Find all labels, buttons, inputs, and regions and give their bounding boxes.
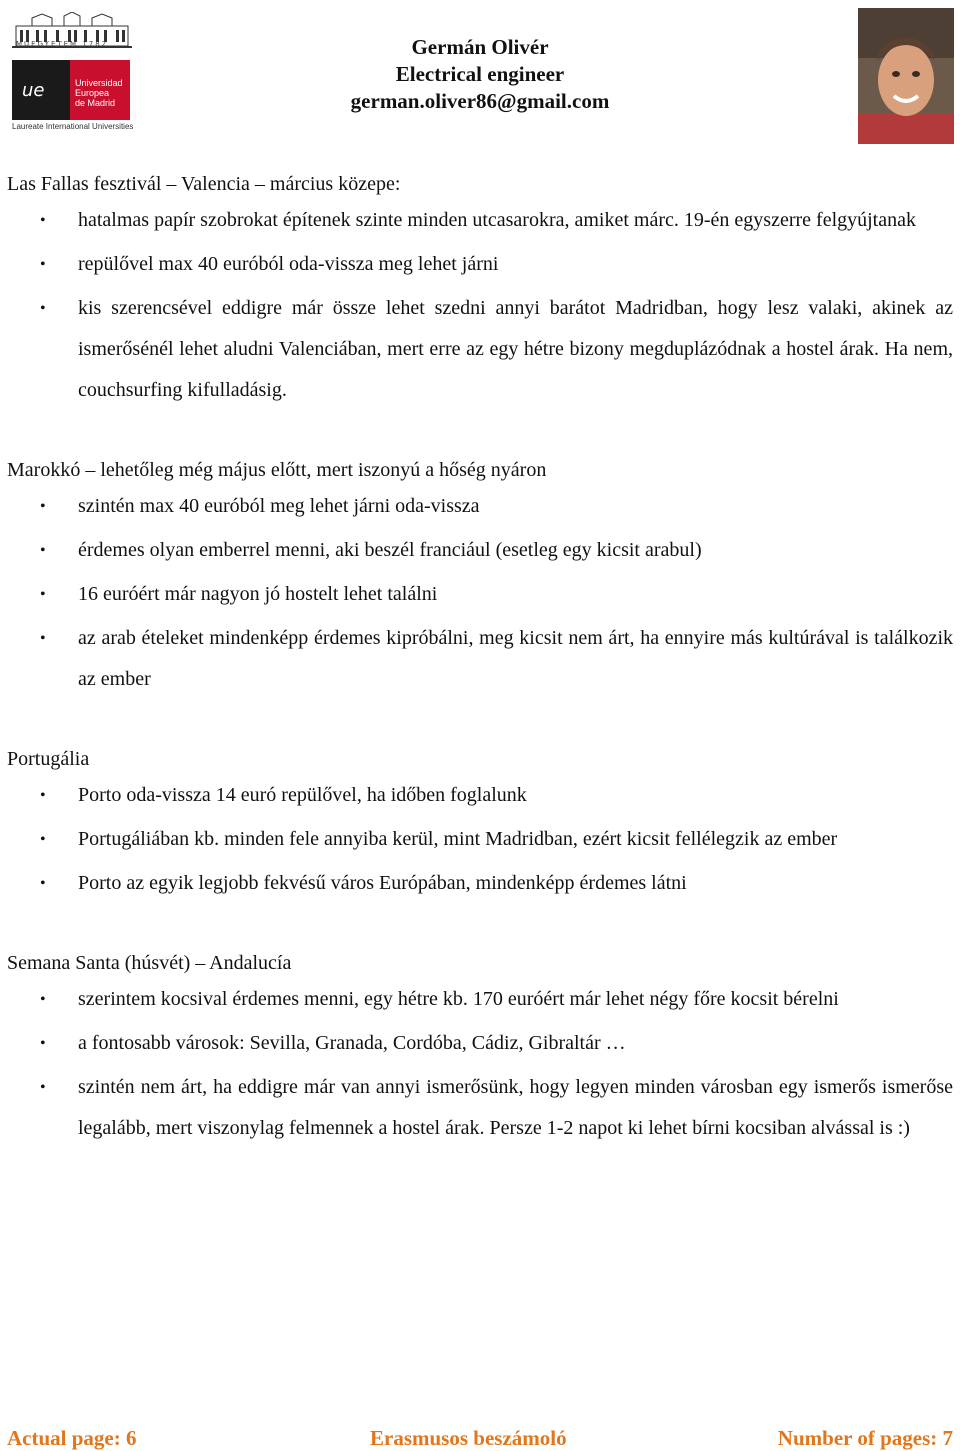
bullet-icon: • bbox=[40, 875, 46, 892]
section-list-marokko bbox=[7, 486, 953, 700]
bullet-icon: • bbox=[40, 586, 46, 603]
bullet-icon: • bbox=[40, 542, 46, 559]
university2-caption: Laureate International Universities bbox=[12, 122, 134, 131]
list-item: • a fontosabb városok: Sevilla, Granada, Cordóba, Cádiz, Gibraltár … bbox=[7, 1023, 953, 1064]
list-item: • hatalmas papír szobrokat építenek szinte minden utcasarokra, amiket márc. 19-én egyszerre felgyújtanak bbox=[7, 200, 953, 241]
ue-line-3: de Madrid bbox=[75, 98, 116, 108]
footer-actual-page: Actual page: 6 bbox=[7, 1426, 137, 1450]
list-item: • Porto oda-vissza 14 euró repülővel, ha időben foglalunk bbox=[7, 775, 953, 816]
author-photo bbox=[858, 8, 954, 144]
university1-caption: MŰEGYETEM 1782 bbox=[16, 40, 109, 48]
svg-text:ue: ue bbox=[22, 80, 45, 101]
bullet-icon: • bbox=[40, 300, 46, 317]
list-item: • az arab ételeket mindenképp érdemes kipróbálni, meg kicsit nem árt, ha ennyire más kultúrával is találkozik az ember bbox=[7, 618, 953, 700]
author-header bbox=[280, 34, 680, 115]
list-item: • repülővel max 40 euróból oda-vissza meg lehet járni bbox=[7, 244, 953, 285]
bullet-icon: • bbox=[40, 498, 46, 515]
section-title-fallas: Las Fallas fesztivál – Valencia – március közepe: bbox=[7, 173, 401, 195]
bullet-icon: • bbox=[40, 831, 46, 848]
page-footer bbox=[0, 1424, 960, 1451]
author-title: Electrical engineer bbox=[395, 62, 565, 86]
list-item: • szerintem kocsival érdemes menni, egy hétre kb. 170 euróért már lehet négy főre kocsit bérelni bbox=[7, 979, 953, 1020]
section-title-marokko: Marokkó – lehetőleg még május előtt, mert iszonyú a hőség nyáron bbox=[7, 459, 547, 481]
list-item: • Porto az egyik legjobb fekvésű város Európában, mindenképp érdemes látni bbox=[7, 863, 953, 904]
list-item: • Portugáliában kb. minden fele annyiba kerül, mint Madridban, ezért kicsit fellélegzik az ember bbox=[7, 819, 953, 860]
list-item: • kis szerencsével eddigre már össze lehet szedni annyi barátot Madridban, hogy lesz valaki, akinek az ismerősénél lehet aludni Valenciában, mert erre az egy hétre bizony megduplázódnak a hostel árak. Ha nem, couchsurfing kifulladásig. bbox=[7, 288, 953, 411]
report-body bbox=[7, 168, 953, 1152]
bullet-icon: • bbox=[40, 991, 46, 1008]
bullet-icon: • bbox=[40, 1035, 46, 1052]
ue-line-1: Universidad bbox=[75, 78, 123, 88]
bullet-icon: • bbox=[40, 787, 46, 804]
list-item: • szintén nem árt, ha eddigre már van annyi ismerősünk, hogy legyen minden városban egy ismerős ismerőse legalább, mert viszonylag felmennek a hostel árak. Persze 1-2 napot ki lehet bírni kocsiban alvással is :) bbox=[7, 1067, 953, 1149]
bullet-icon: • bbox=[40, 256, 46, 273]
list-item: • szintén max 40 euróból meg lehet járni oda-vissza bbox=[7, 486, 953, 527]
list-item: • 16 euróért már nagyon jó hostelt lehet találni bbox=[7, 574, 953, 615]
section-list-fallas bbox=[7, 200, 953, 411]
section-title-portugalia: Portugália bbox=[7, 748, 90, 770]
author-name: Germán Olivér bbox=[411, 35, 549, 59]
section-title-semana-santa: Semana Santa (húsvét) – Andalucía bbox=[7, 952, 292, 974]
bullet-icon: • bbox=[40, 630, 46, 647]
footer-document-title: Erasmusos beszámoló bbox=[370, 1426, 567, 1450]
footer-page-count: Number of pages: 7 bbox=[777, 1426, 953, 1450]
ue-line-2: Europea bbox=[75, 88, 110, 98]
list-item: • érdemes olyan emberrel menni, aki beszél franciául (esetleg egy kicsit arabul) bbox=[7, 530, 953, 571]
bullet-icon: • bbox=[40, 212, 46, 229]
bullet-icon: • bbox=[40, 1079, 46, 1096]
section-list-portugalia bbox=[7, 775, 953, 904]
section-list-semana-santa bbox=[7, 979, 953, 1149]
universidad-europea-logo bbox=[12, 60, 130, 120]
author-email: german.oliver86@gmail.com bbox=[350, 89, 610, 113]
